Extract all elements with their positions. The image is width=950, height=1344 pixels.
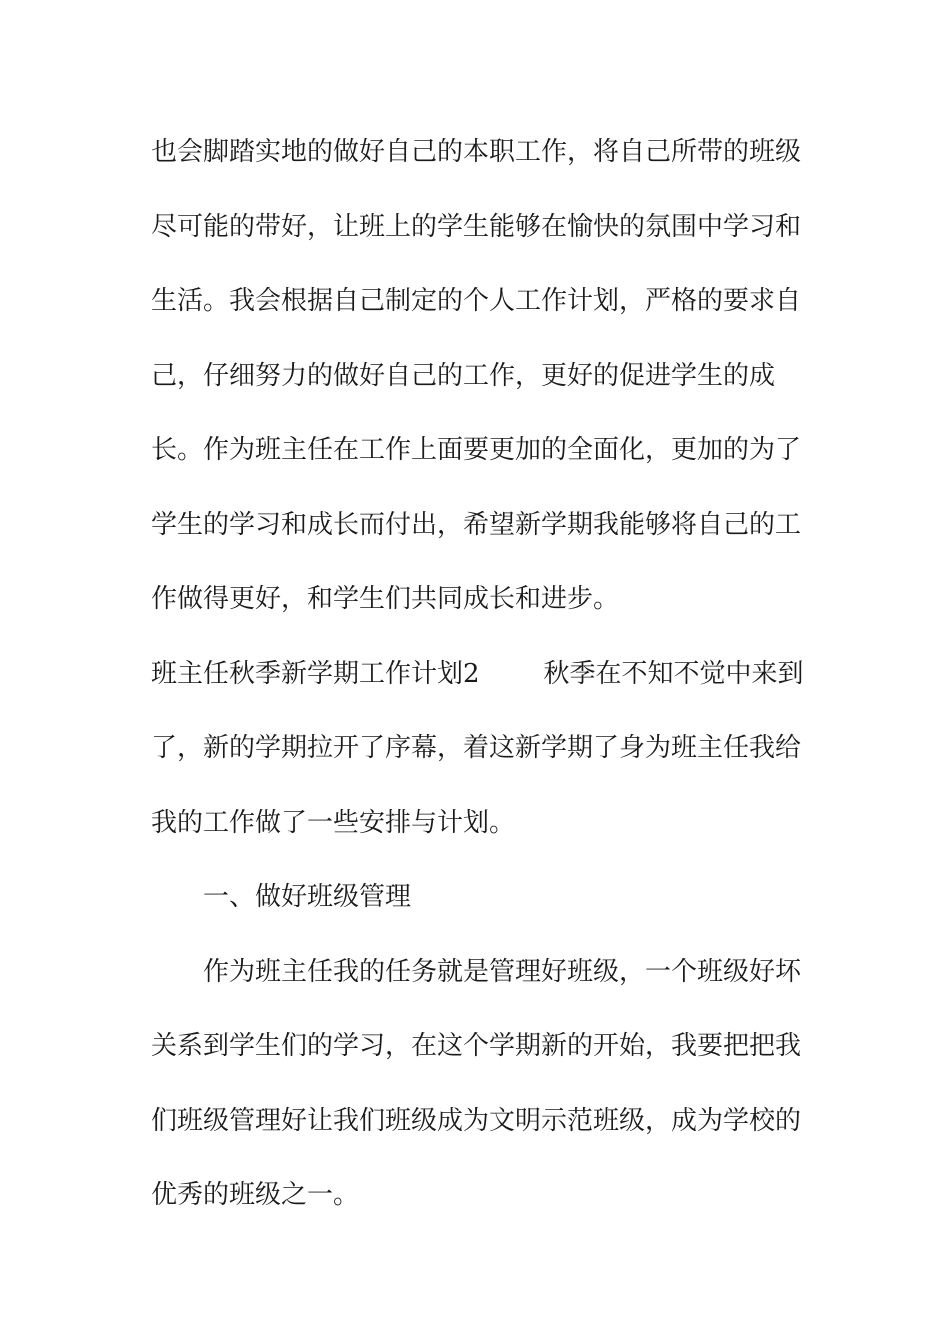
paragraph-1-line-4: 己，仔细努力的做好自己的工作，更好的促进学生的成: [151, 360, 776, 391]
paragraph-3-line-4: 优秀的班级之一。: [151, 1180, 360, 1210]
paragraph-1-line-3: 生活。我会根据自己制定的个人工作计划，严格的要求自: [151, 286, 802, 316]
document-body: [151, 126, 804, 1244]
section-2-intro-line-2: 我的工作做了一些安排与计划。: [151, 807, 516, 838]
paragraph-3-line-2: 关系到学生们的学习，在这个学期新的开始，我要把把我: [151, 1031, 802, 1061]
section-2-intro-line-1: 了，新的学期拉开了序幕，着这新学期了身为班主任我给: [151, 733, 802, 763]
paragraph-3-line-3: 们班级管理好让我们班级成为文明示范班级，成为学校的: [151, 1105, 802, 1136]
section-2-title: 班主任秋季新学期工作计划2: [151, 658, 480, 689]
paragraph-1-line-6: 学生的学习和成长而付出，希望新学期我能够将自己的工: [151, 509, 802, 540]
paragraph-1-line-7: 作做得更好，和学生们共同成长和进步。: [151, 584, 620, 614]
paragraph-1-line-2: 尽可能的带好，让班上的学生能够在愉快的氛围中学习和: [151, 211, 802, 242]
section-2-intro-first: 秋季在不知不觉中来到: [543, 658, 804, 689]
paragraph-1-line-5: 长。作为班主任在工作上面要更加的全面化，更加的为了: [151, 435, 802, 465]
heading-class-management: 一、做好班级管理: [203, 882, 412, 912]
paragraph-1-line-1: 也会脚踏实地的做好自己的本职工作，将自己所带的班级: [151, 137, 802, 167]
section-2-title-line: [151, 648, 804, 723]
paragraph-3-line-1: 作为班主任我的任务就是管理好班级，一个班级好坏: [203, 956, 802, 987]
